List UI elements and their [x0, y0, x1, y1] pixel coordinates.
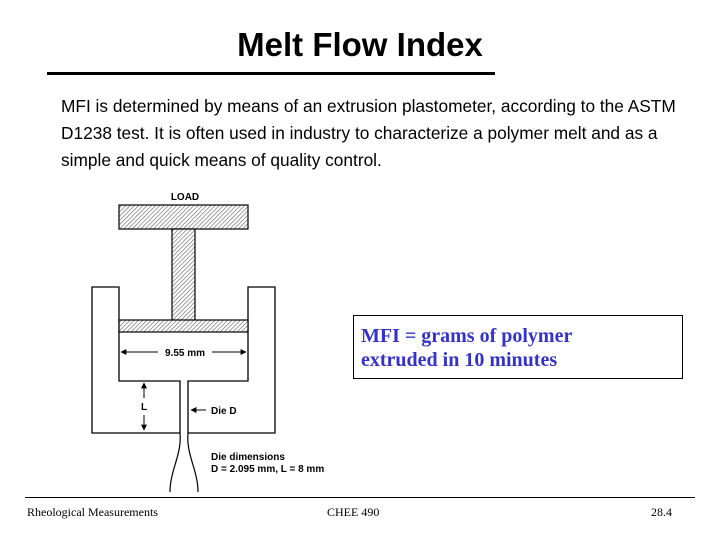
barrel-diameter-label: 9.55 mm [164, 348, 206, 359]
piston-head [119, 320, 248, 332]
die-length-label: L [140, 402, 148, 413]
load-label: LOAD [170, 192, 200, 203]
die-dimensions-title: Die dimensions [211, 452, 285, 463]
footer-divider [25, 497, 695, 498]
intro-paragraph: MFI is determined by means of an extrusion plastometer, according to the ASTM D1238 test. It is often used in industry to characterize a polymer melt and as a simple and quick means of quality control. [61, 96, 676, 170]
mfi-definition-line-1: MFI = grams of polymer [361, 325, 573, 347]
die-dimensions-values: D = 2.095 mm, L = 8 mm [211, 464, 325, 475]
extrudate-left-edge [170, 433, 180, 492]
footer-slide-number: 28.4 [651, 505, 672, 519]
extrudate-right-edge [188, 433, 198, 492]
piston-stem [172, 229, 195, 321]
footer-course-code: CHEE 490 [327, 505, 380, 519]
mfi-definition-box [353, 315, 683, 379]
barrel-wall-left [92, 287, 180, 433]
footer-course-topic: Rheological Measurements [27, 505, 158, 519]
mfi-definition-line-2: extruded in 10 minutes [361, 349, 558, 371]
die-label: Die D [211, 406, 237, 417]
slide-title: Melt Flow Index [237, 26, 483, 63]
load-plate [119, 205, 248, 229]
